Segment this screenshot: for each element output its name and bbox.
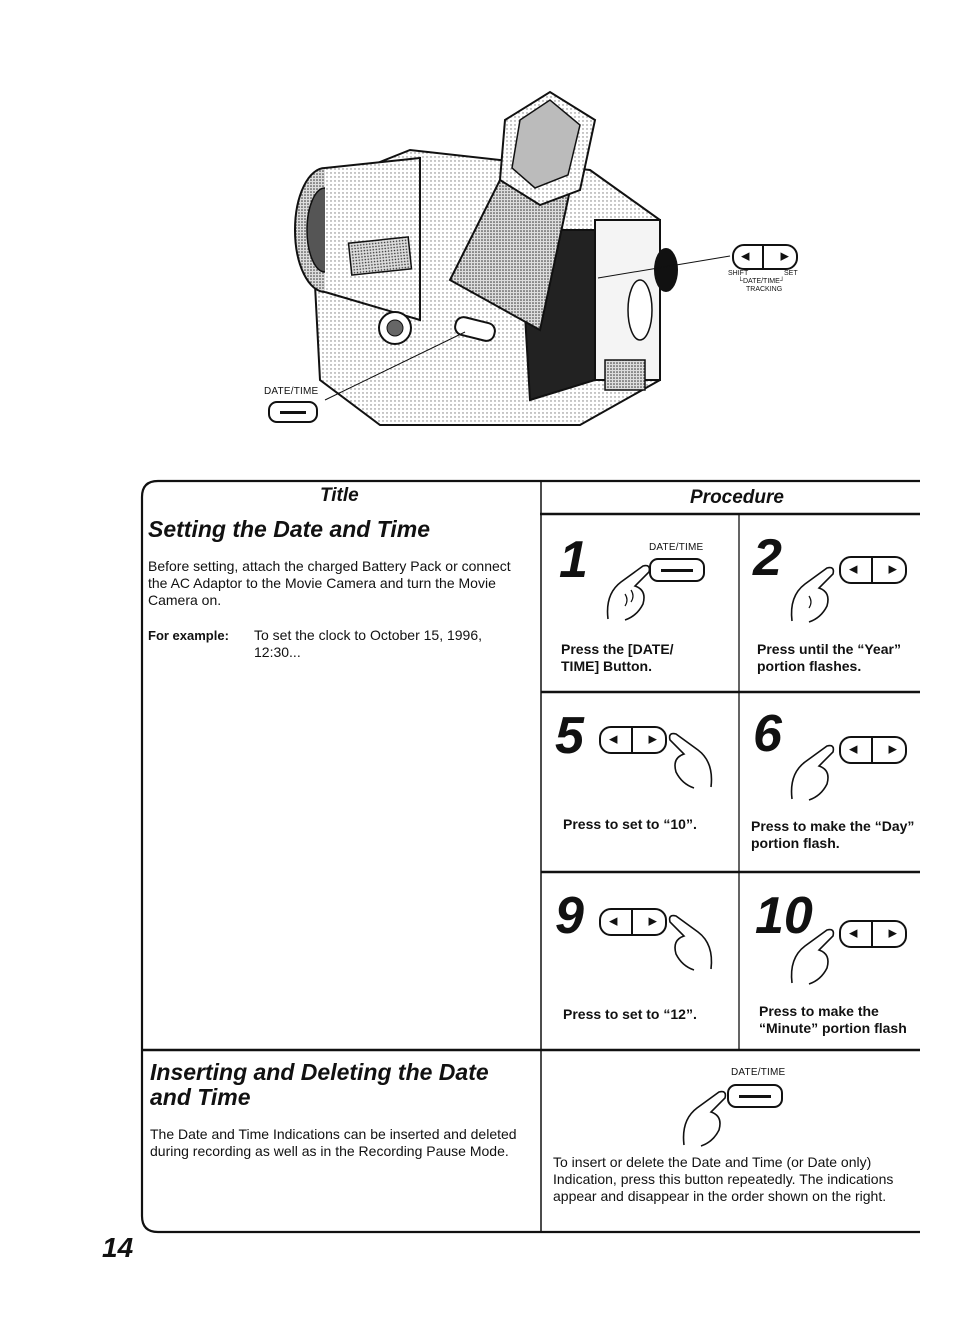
step-caption: Press to make the “Day” portion flash. bbox=[751, 818, 915, 851]
shift-set-button-icon: ◀ ▶ bbox=[839, 920, 907, 948]
step-number: 9 bbox=[555, 887, 584, 945]
camera-datetime-sub-label: └DATE/TIME┘ bbox=[738, 278, 785, 285]
example-text-2: 12:30... bbox=[254, 644, 301, 660]
shift-set-button-icon: ◀ ▶ bbox=[599, 908, 667, 936]
pointing-hand-icon bbox=[787, 744, 847, 804]
shift-set-button-icon: ◀ ▶ bbox=[839, 556, 907, 584]
shift-set-button-icon: ◀ ▶ bbox=[732, 244, 798, 270]
header-procedure: Procedure bbox=[690, 487, 784, 508]
section2-procedure bbox=[541, 1050, 920, 1232]
step-btn-label: DATE/TIME bbox=[649, 542, 704, 553]
step-number: 10 bbox=[755, 887, 813, 945]
section2-intro: The Date and Time Indications can be inserted and deleted during recording as well as in the Recording Pause Mode. bbox=[150, 1126, 517, 1159]
step-number: 5 bbox=[555, 707, 584, 765]
camera-tracking-label: TRACKING bbox=[746, 286, 783, 293]
step-10 bbox=[739, 872, 920, 1050]
pointing-hand-icon bbox=[787, 566, 847, 626]
pointing-hand-icon bbox=[656, 732, 716, 792]
pointing-hand-icon bbox=[656, 914, 716, 974]
step-caption: Press to set to “10”. bbox=[563, 816, 697, 832]
camera-shift-label: SHIFT bbox=[728, 270, 749, 277]
pointing-hand-icon bbox=[679, 1090, 739, 1150]
step-6 bbox=[739, 692, 920, 872]
datetime-button-icon bbox=[268, 401, 318, 423]
section1-intro: Before setting, attach the charged Battery Pack or connect the AC Adaptor to the Movie Camera and turn the Movie Camera on. bbox=[148, 558, 511, 608]
shift-set-button-icon: ◀ ▶ bbox=[599, 726, 667, 754]
step-caption: Press the [DATE/ TIME] Button. bbox=[561, 641, 674, 674]
step-5 bbox=[541, 692, 739, 872]
section1-example bbox=[148, 627, 528, 660]
step-caption: Press to set to “12”. bbox=[563, 1006, 697, 1022]
section2-procedure-text: To insert or delete the Date and Time (or Date only) Indication, press this button repeatedly. The indications appear and disappear in the order shown on the right. bbox=[553, 1154, 894, 1204]
pointing-hand-icon bbox=[603, 564, 663, 624]
camcorder-drawing bbox=[250, 80, 810, 440]
camera-illustration bbox=[250, 80, 810, 440]
camera-datetime-callout bbox=[262, 386, 332, 426]
step-number: 1 bbox=[559, 531, 588, 589]
step-1 bbox=[541, 514, 739, 692]
step-number: 6 bbox=[753, 705, 782, 763]
page-number: 14 bbox=[102, 1232, 134, 1263]
section2-btn-label: DATE/TIME bbox=[731, 1067, 786, 1078]
header-title: Title bbox=[320, 485, 359, 506]
step-caption: Press to make the “Minute” portion flash bbox=[759, 1003, 907, 1036]
step-number: 2 bbox=[753, 529, 782, 587]
shift-set-button-icon: ◀ ▶ bbox=[839, 736, 907, 764]
example-label: For example: bbox=[148, 628, 229, 643]
section1-title: Setting the Date and Time bbox=[148, 516, 431, 542]
example-text-1: To set the clock to October 15, 1996, bbox=[254, 627, 483, 643]
camera-datetime-label: DATE/TIME bbox=[264, 386, 319, 397]
camera-set-label: SET bbox=[784, 270, 798, 277]
pointing-hand-icon bbox=[787, 928, 847, 988]
step-9 bbox=[541, 872, 739, 1050]
section2-title: Inserting and Deleting the Date and Time bbox=[150, 1059, 489, 1110]
camera-shift-set-callout bbox=[728, 244, 808, 304]
step-2 bbox=[739, 514, 920, 692]
step-caption: Press until the “Year” portion flashes. bbox=[757, 641, 901, 674]
